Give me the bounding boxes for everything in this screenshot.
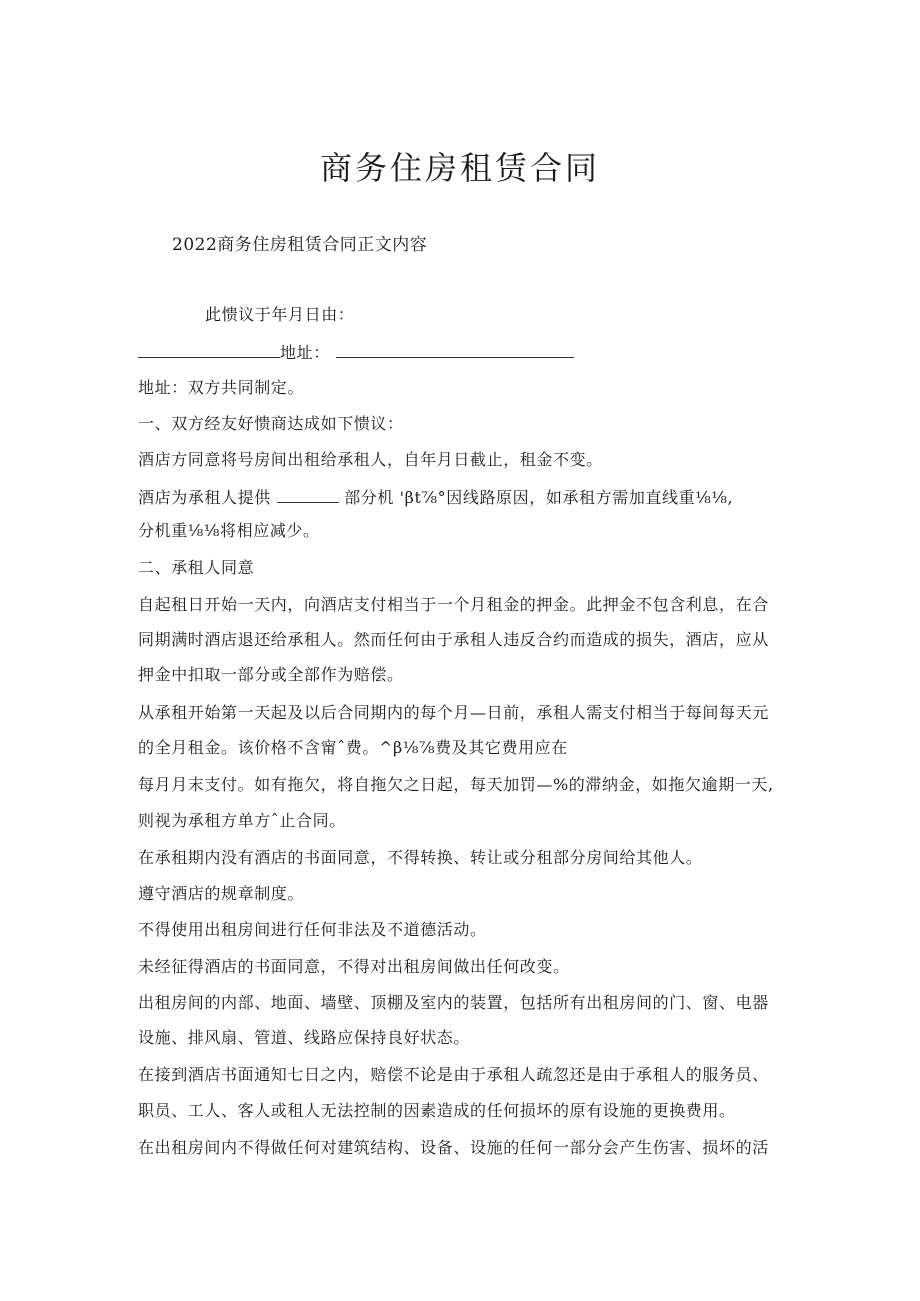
paragraph-8: 未经征得酒店的书面同意，不得对出租房间做出任何改变。 <box>138 957 570 976</box>
paragraph-10-line-2: 职员、工人、客人或租人无法控制的因素造成的任何损坏的原有设施的更换费用。 <box>138 1101 736 1120</box>
party-name-blank <box>138 339 280 358</box>
paragraph-11-line-1: 在出租房间内不得做任何对建筑结构、设备、设施的任何一部分会产生伤害、损坏的活 <box>138 1138 769 1157</box>
address-blank <box>336 339 574 358</box>
paragraph-10-line-1: 在接到酒店书面通知七日之内，赔偿不论是由于承租人疏忽还是由于承租人的服务员、 <box>138 1065 769 1084</box>
section-1-heading: 一、双方经友好愦商达成如下愦议： <box>138 414 404 433</box>
paragraph-2-part-a: 酒店为承租人提供 <box>138 488 271 507</box>
paragraph-3-line-1: 自起租日开始一天内，向酒店支付相当于一个月租金的押金。此押金不包含利息，在合 <box>138 595 769 614</box>
paragraph-9-line-2: 设施、排风扇、管道、线路应保持良好状态。 <box>138 1028 471 1047</box>
paragraph-4-line-3: 每月月末支付。如有拖欠，将自拖欠之日起，每天加罚—%的滞纳金，如拖欠逾期一天, <box>138 775 774 794</box>
paragraph-4-line-4: 则视为承租方单方ˆ止合同。 <box>138 811 346 830</box>
address-label: 地址： <box>280 343 330 362</box>
paragraph-4-line-2: 的全月租金。该价格不含甯ˆ费。^β⅛⅞费及其它费用应在 <box>138 738 568 757</box>
party-address-line <box>138 339 788 366</box>
paragraph-5: 在承租期内没有酒店的书面同意，不得转换、转让或分租部分房间给其他人。 <box>138 848 703 867</box>
line-count-blank <box>277 484 339 503</box>
paragraph-2-line-2: 分机重⅛⅛将相应减少。 <box>138 521 320 540</box>
paragraph-9-line-1: 出租房间的内部、地面、墙壁、顶棚及室内的装置，包括所有出租房间的门、窗、电器 <box>138 993 769 1012</box>
paragraph-2-part-b: 部分机 'βt⅞°因线路原因，如承租方需加直线重⅛⅛, <box>344 488 734 507</box>
paragraph-1: 酒店方同意将号房间出租给承租人，自年月日截止，租金不变。 <box>138 450 603 469</box>
intro-line: 此愦议于年月日由： <box>205 305 355 324</box>
paragraph-3-line-2: 同期满时酒店退还给承租人。然而任何由于承租人违反合约而造成的损失，酒店，应从 <box>138 630 769 649</box>
section-2-heading: 二、承租人同意 <box>138 558 255 577</box>
paragraph-4-line-1: 从承租开始第一天起及以后合同期内的每个月—日前，承租人需支付相当于每间每天元 <box>138 703 769 722</box>
paragraph-3-line-3: 押金中扣取一部分或全部作为赔偿。 <box>138 665 404 684</box>
paragraph-2-line-1 <box>138 484 788 511</box>
address-line-2: 地址：双方共同制定。 <box>138 378 305 397</box>
document-subtitle: 2022商务住房租赁合同正文内容 <box>172 235 428 255</box>
paragraph-6: 遵守酒店的规章制度。 <box>138 884 305 903</box>
paragraph-7: 不得使用出租房间进行任何非法及不道德活动。 <box>138 920 487 939</box>
document-title: 商务住房租赁合同 <box>319 149 600 187</box>
